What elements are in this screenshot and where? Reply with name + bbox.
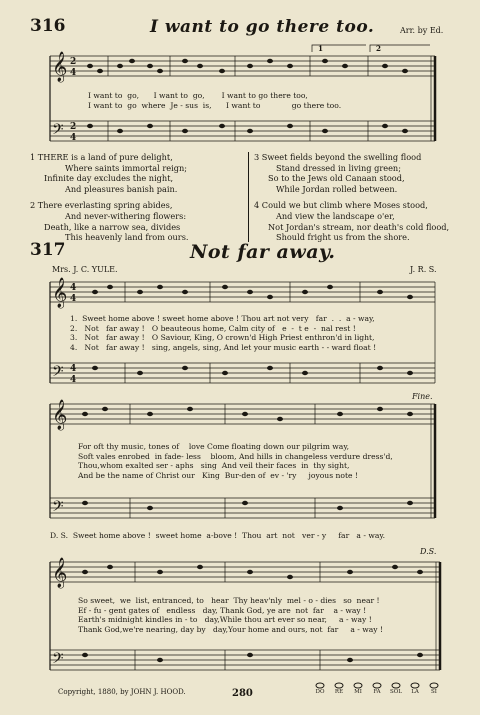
bass-clef-icon: 𝄢 (52, 498, 64, 519)
svg-text:4: 4 (70, 364, 77, 374)
lyrics-system-1 (70, 314, 376, 352)
verse-line: Where saints immortal reign; (65, 162, 187, 173)
bass-clef-icon: 𝄢 (52, 363, 64, 384)
lyric-line: And be the name of Christ our King Bur-den of ev - 'ry joyous note ! (78, 470, 358, 480)
page-number: 280 (232, 688, 253, 699)
verse-line: 4 Could we but climb where Moses stood, (254, 200, 428, 211)
lyric-line: Thou,whom exalted ser - aphs sing And veil their faces in thy sight, (78, 461, 350, 471)
lyrics-system-2 (78, 442, 393, 480)
lyric-line: Earth's midnight kindles in - to day,While thou art ever so near, a - way ! (78, 615, 372, 625)
verse-line: 2 There everlasting spring abides, (30, 200, 173, 211)
svg-text:4: 4 (70, 133, 77, 143)
verse-block-right (254, 152, 449, 243)
verse-line: Death, like a narrow sea, divides (44, 221, 181, 232)
verse-line: 1 THERE is a land of pure delight, (30, 152, 173, 162)
hymn-number: 316 (30, 16, 66, 36)
bass-clef-icon: 𝄢 (52, 650, 64, 671)
lyric-line: 3. Not far away ! O Saviour, King, O crown'd High Priest enthron'd in light, (70, 333, 375, 343)
verse-line: This heavenly land from ours. (65, 232, 189, 243)
svg-text:4: 4 (70, 294, 77, 304)
ds-marking: D.S. (420, 547, 437, 556)
ds-lyric-line: D. S. Sweet home above ! sweet home a-bove ! Thou art not ver - y far a - way. (50, 531, 386, 540)
staff-317-3-bass (50, 650, 440, 670)
solfege-syllable: SOL (390, 689, 402, 695)
treble-clef-icon: 𝄞 (52, 558, 68, 588)
hymn-title: Not far away. (190, 241, 336, 263)
svg-text:2: 2 (70, 57, 77, 67)
hymn-number: 317 (30, 240, 66, 260)
solfege-syllable: LA (411, 689, 419, 695)
svg-text:4: 4 (70, 68, 77, 78)
solfege-syllable: MI (354, 689, 362, 695)
staff-317-2-bass (50, 498, 435, 518)
solfege-syllable: FA (373, 689, 381, 695)
lyric-line: For oft thy music, tones of love Come floating down our pilgrim way, (78, 442, 350, 451)
verse-block-left (30, 152, 189, 243)
verse-divider (248, 152, 249, 242)
verse-line: Should fright us from the shore. (276, 232, 410, 243)
fine-marking: Fine. (412, 392, 433, 401)
author-credit: Mrs. J. C. YULE. (52, 265, 118, 274)
treble-clef-icon: 𝄞 (52, 400, 68, 430)
lyric-line: Ef - fu - gent gates of endless day, Thank God, ye are not far a - way ! (78, 605, 367, 615)
solfege-syllable: RE (334, 689, 344, 695)
lyrics-system-3 (78, 596, 383, 634)
verse-line: So to the Jews old Canaan stood, (268, 173, 405, 184)
verse-line: 3 Sweet fields beyond the swelling flood (254, 152, 422, 162)
solfege-syllable: SI (431, 689, 437, 695)
svg-text:4: 4 (70, 375, 77, 385)
treble-clef-icon: 𝄞 (52, 278, 68, 308)
lyric-line: I want to go, I want to go, I want to go there too, (88, 91, 308, 100)
copyright-notice: Copyright, 1880, by JOHN J. HOOD. (58, 688, 186, 696)
lyric-line: 1. Sweet home above ! sweet home above ! Thou art not very far . . a - way, (70, 314, 375, 323)
lyric-line: I want to go where Je - sus is, I want to go there too. (88, 101, 342, 110)
verse-line: And never-withering flowers: (65, 210, 187, 221)
staff-317-3-treble (50, 562, 440, 582)
solfege-syllable: DO (315, 689, 325, 695)
lyric-line: So sweet, we list, entranced, to hear Thy heav'nly mel - o - dies so near ! (78, 596, 380, 605)
arranger-credit: Arr. by Ed. (400, 26, 444, 35)
verse-line: And pleasures banish pain. (65, 183, 178, 194)
hymn-title: I want to go there too. (150, 17, 375, 37)
lyric-line: 2. Not far away ! O beauteous home, Calm city of e - t e - nal rest ! (70, 323, 356, 333)
staff-317-1-bass (50, 363, 435, 383)
bass-clef-icon: 𝄢 (52, 121, 64, 142)
lyric-line: 4. Not far away ! sing, angels, sing, And let your music earth - - ward float ! (70, 342, 377, 352)
composer-credit: J. R. S. (410, 265, 437, 274)
verse-line: And view the landscape o'er, (276, 210, 395, 221)
svg-text:2: 2 (70, 122, 77, 132)
treble-clef-icon: 𝄞 (52, 52, 68, 82)
verse-line: Stand dressed in living green; (276, 162, 401, 173)
verse-line: Not Jordan's stream, nor death's cold flood, (268, 221, 450, 232)
verse-line: Infinite day excludes the night, (44, 173, 174, 184)
svg-text:4: 4 (70, 283, 77, 293)
verse-line: While Jordan rolled between. (276, 183, 398, 194)
solfege-scale (312, 682, 442, 695)
ending-1-label: 1 (318, 44, 324, 53)
ending-2-label: 2 (376, 44, 382, 53)
lyric-line: Soft vales enrobed in fade- less bloom, And hills in changeless verdure dress'd, (78, 451, 393, 461)
lyric-line: Thank God,we're nearing, day by day,Your home and ours, not far a - way ! (78, 624, 384, 634)
